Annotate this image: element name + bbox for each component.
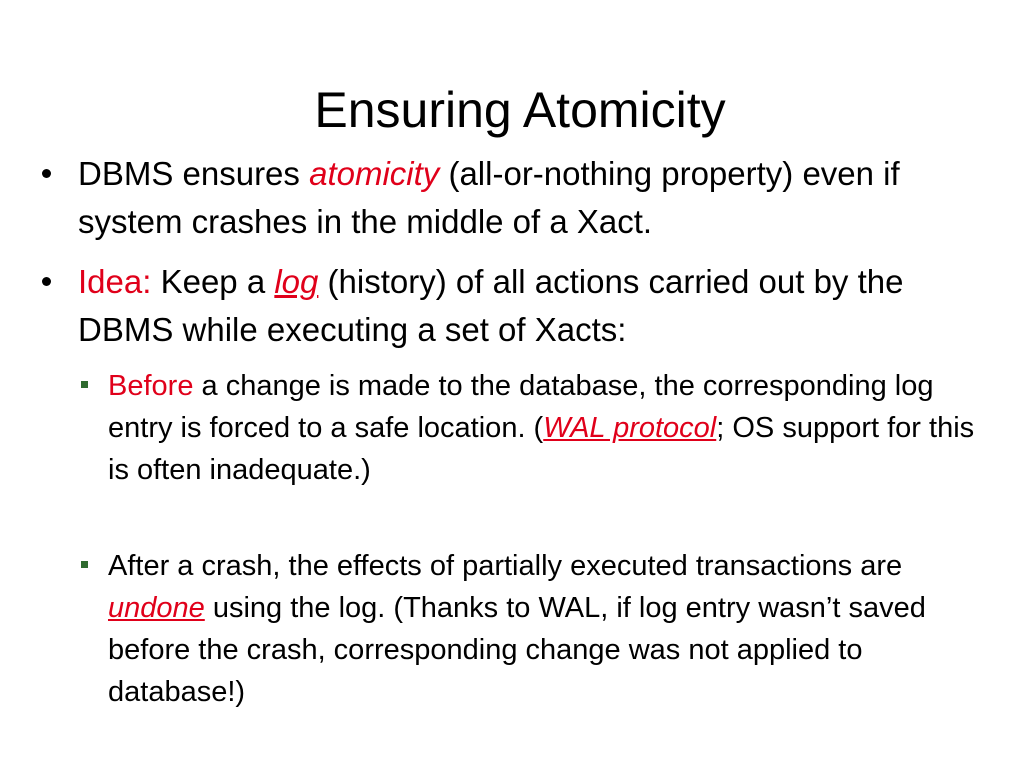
sub-bullet-after-crash xyxy=(108,545,988,713)
before-label: Before xyxy=(108,370,194,402)
bullet-idea xyxy=(78,258,998,354)
bullet-atomicity xyxy=(78,150,998,246)
bullet-dot-icon xyxy=(42,277,51,286)
slide-title: Ensuring Atomicity xyxy=(314,82,726,138)
idea-label: Idea: xyxy=(78,263,152,300)
bullet-text: (history) of all actions carried out by the DBMS while executing a set of Xacts: xyxy=(78,263,904,348)
bullet-text: Keep a xyxy=(151,263,275,300)
sub-bullet-before xyxy=(108,365,988,491)
sub-bullet-square-icon xyxy=(81,381,88,388)
bullet-dot-icon xyxy=(42,169,51,178)
sub-bullet-text: After a crash, the effects of partially executed transactions are xyxy=(108,550,903,582)
term-wal-protocol: WAL protocol xyxy=(543,412,717,444)
bullet-text: (all-or-nothing property) even if system crashes in the middle of a Xact. xyxy=(78,155,900,240)
sub-bullet-square-icon xyxy=(81,561,88,568)
term-log: log xyxy=(274,263,319,300)
sub-bullet-text: ; OS support for this is often inadequate.) xyxy=(108,412,975,486)
term-atomicity: atomicity xyxy=(309,155,440,192)
sub-bullet-text: using the log. (Thanks to WAL, if log entry wasn’t saved before the crash, corresponding change was not applied to database!) xyxy=(108,592,926,708)
term-undone: undone xyxy=(108,592,205,624)
bullet-text: DBMS ensures xyxy=(78,155,310,192)
sub-bullet-text: a change is made to the database, the corresponding log entry is forced to a safe location. ( xyxy=(108,370,934,444)
